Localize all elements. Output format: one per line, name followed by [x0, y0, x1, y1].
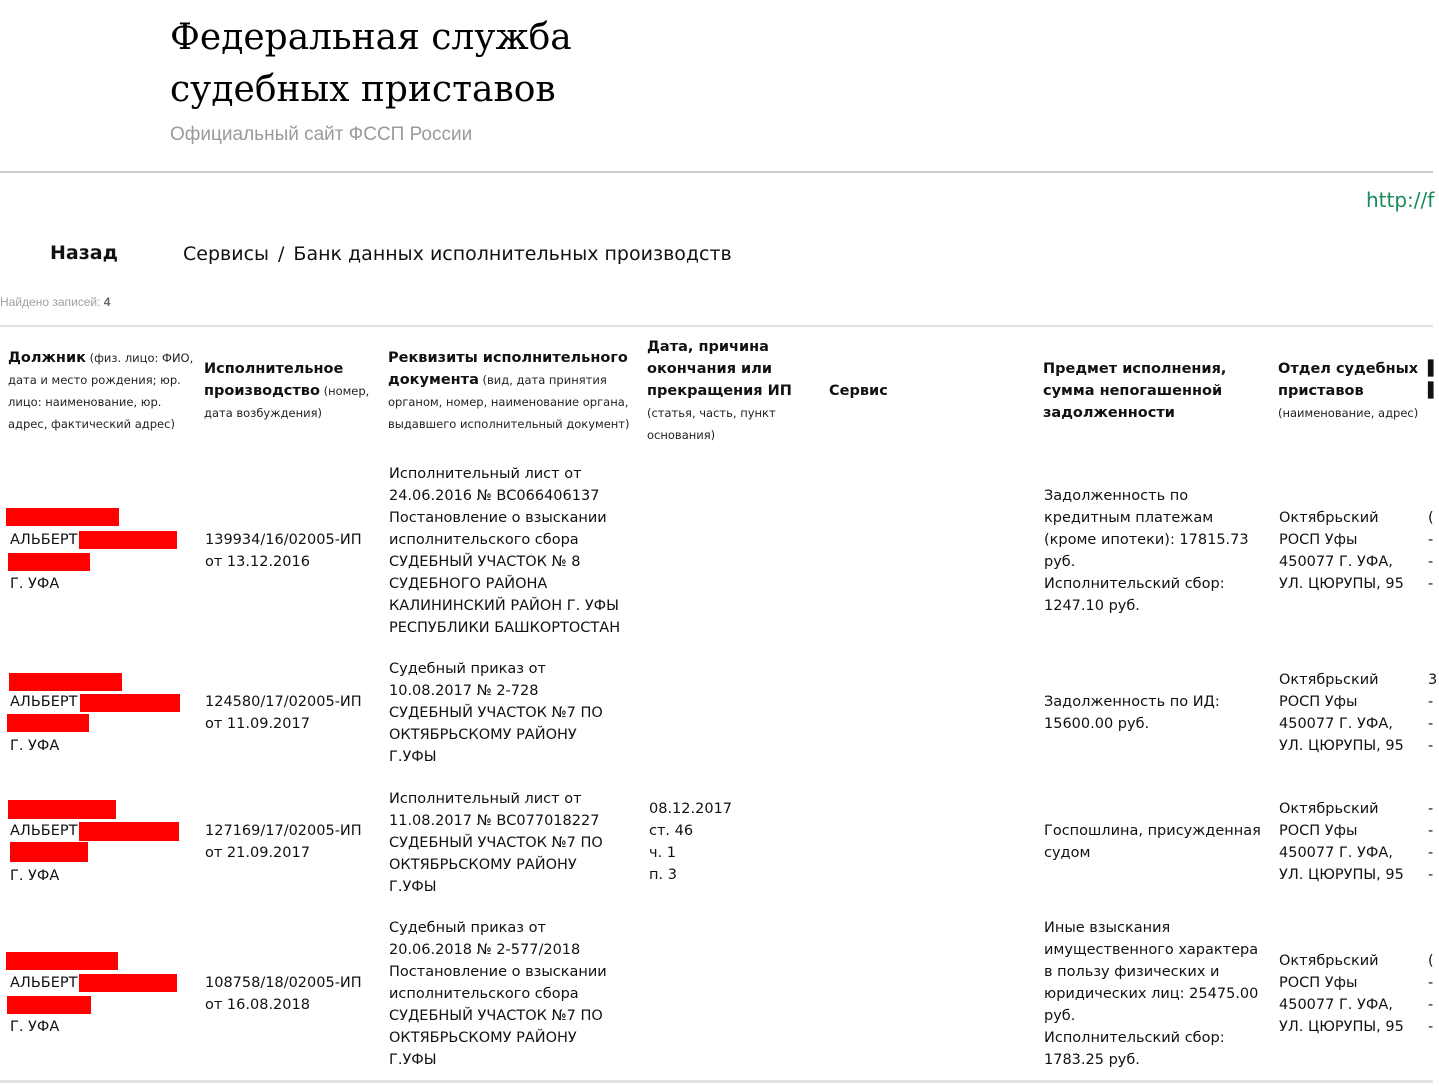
department: Октябрьский РОСП Уфы 450077 Г. УФА, УЛ. ЦЮРУПЫ, 95	[1279, 953, 1404, 1035]
clipped-column-cell: ( - - -	[1428, 510, 1434, 592]
redaction-box	[6, 508, 119, 526]
end-reason: 08.12.2017 ст. 46 ч. 1 п. 3	[649, 801, 733, 883]
proceeding-number: 108758/18/02005-ИП от 16.08.2018	[205, 975, 362, 1013]
document-details: Исполнительный лист от 24.06.2016 № ВС066406137 Постановление о взыскании исполнительского сбора СУДЕБНЫЙ УЧАСТОК № 8 СУДЕБНОГО РАЙОНА КАЛИНИНСКИЙ РАЙОН Г. УФЫ РЕСПУБЛИКИ БАШКОРТОСТАН	[389, 466, 621, 636]
site-title-line2: судебных приставов	[170, 69, 556, 110]
column-header-end-reason: Дата, причина окончания или прекращения ИП (статья, часть, пункт основания)	[647, 339, 792, 442]
breadcrumb-current: Банк данных исполнительных производств	[293, 243, 732, 265]
debtor-city: Г. УФА	[10, 738, 60, 754]
debtor-name: АЛЬБЕРТ	[10, 694, 78, 710]
clipped-column-header: ▌ ▌	[1428, 361, 1439, 399]
redaction-box	[9, 673, 122, 691]
clipped-column-cell: - - - -	[1428, 801, 1434, 883]
subject-amount: Иные взыскания имущественного характера в пользу физических и юридических лиц: 25475.00 руб. Исполнительский сбор: 1783.25 руб.	[1044, 920, 1259, 1068]
column-header-service: Сервис	[829, 383, 888, 399]
column-header-subject: Предмет исполнения, сумма непогашенной задолженности	[1043, 361, 1227, 421]
subject-amount: Задолженность по ИД: 15600.00 руб.	[1044, 694, 1220, 732]
site-url-link[interactable]: http://f	[1366, 188, 1435, 212]
site-title-line1: Федеральная служба	[170, 17, 572, 58]
breadcrumb-services[interactable]: Сервисы	[183, 243, 270, 265]
debtor-name: АЛЬБЕРТ	[10, 532, 78, 548]
redaction-box	[8, 553, 90, 571]
redaction-box	[7, 996, 91, 1014]
column-header-department: Отдел судебных приставов (наименование, адрес)	[1278, 361, 1419, 420]
proceeding-number: 139934/16/02005-ИП от 13.12.2016	[205, 532, 362, 570]
proceeding-number: 124580/17/02005-ИП от 11.09.2017	[205, 694, 362, 732]
debtor-name: АЛЬБЕРТ	[10, 823, 78, 839]
redaction-box	[7, 714, 89, 732]
column-header-debtor: Должник (физ. лицо: ФИО, дата и место рождения; юр. лицо: наименование, юр. адрес, фактический адрес)	[8, 350, 194, 431]
site-subtitle: Официальный сайт ФССП России	[170, 124, 473, 145]
debtor-city: Г. УФА	[10, 576, 60, 592]
table-top-divider	[0, 325, 1433, 327]
debtor-name: АЛЬБЕРТ	[10, 975, 78, 991]
redaction-box	[79, 974, 177, 992]
header-divider	[0, 171, 1433, 173]
back-link[interactable]: Назад	[50, 242, 118, 264]
clipped-column-cell: 3 - - -	[1428, 672, 1438, 754]
subject-amount: Задолженность по кредитным платежам (кроме ипотеки): 17815.73 руб. Исполнительский сбор: 1247.10 руб.	[1044, 488, 1249, 614]
redaction-box	[8, 800, 116, 819]
redaction-box	[10, 842, 88, 862]
redaction-box	[80, 694, 180, 712]
redaction-box	[6, 952, 118, 970]
breadcrumb-separator: /	[278, 243, 285, 265]
subject-amount: Госпошлина, присужденная судом	[1044, 823, 1261, 861]
column-header-document: Реквизиты исполнительного документа (вид, дата принятия органом, номер, наименование органа, выдавшего исполнительный документ)	[388, 350, 630, 431]
column-header-proceeding: Исполнительное производство (номер, дата возбуждения)	[204, 361, 370, 420]
records-found-label: Найдено записей:	[0, 295, 101, 309]
records-found	[0, 295, 110, 309]
document-details: Исполнительный лист от 11.08.2017 № ВС077018227 СУДЕБНЫЙ УЧАСТОК №7 ПО ОКТЯБРЬСКОМУ РАЙОНУ Г.УФЫ	[389, 791, 603, 895]
debtor-city: Г. УФА	[10, 868, 60, 884]
department: Октябрьский РОСП Уфы 450077 Г. УФА, УЛ. ЦЮРУПЫ, 95	[1279, 510, 1404, 592]
breadcrumb	[183, 243, 732, 265]
debtor-city: Г. УФА	[10, 1019, 60, 1035]
department: Октябрьский РОСП Уфы 450077 Г. УФА, УЛ. ЦЮРУПЫ, 95	[1279, 801, 1404, 883]
department: Октябрьский РОСП Уфы 450077 Г. УФА, УЛ. ЦЮРУПЫ, 95	[1279, 672, 1404, 754]
clipped-column-cell: ( - - -	[1428, 953, 1434, 1035]
document-details: Судебный приказ от 20.06.2018 № 2-577/2018 Постановление о взыскании исполнительского сбора СУДЕБНЫЙ УЧАСТОК №7 ПО ОКТЯБРЬСКОМУ РАЙОНУ Г.УФЫ	[389, 920, 607, 1068]
records-found-count: 4	[103, 295, 111, 309]
redaction-box	[79, 822, 179, 841]
redaction-box	[79, 531, 177, 549]
proceeding-number: 127169/17/02005-ИП от 21.09.2017	[205, 823, 362, 861]
site-title	[170, 12, 572, 116]
document-details: Судебный приказ от 10.08.2017 № 2-728 СУДЕБНЫЙ УЧАСТОК №7 ПО ОКТЯБРЬСКОМУ РАЙОНУ Г.УФЫ	[389, 661, 603, 765]
table-bottom-divider	[0, 1080, 1433, 1083]
